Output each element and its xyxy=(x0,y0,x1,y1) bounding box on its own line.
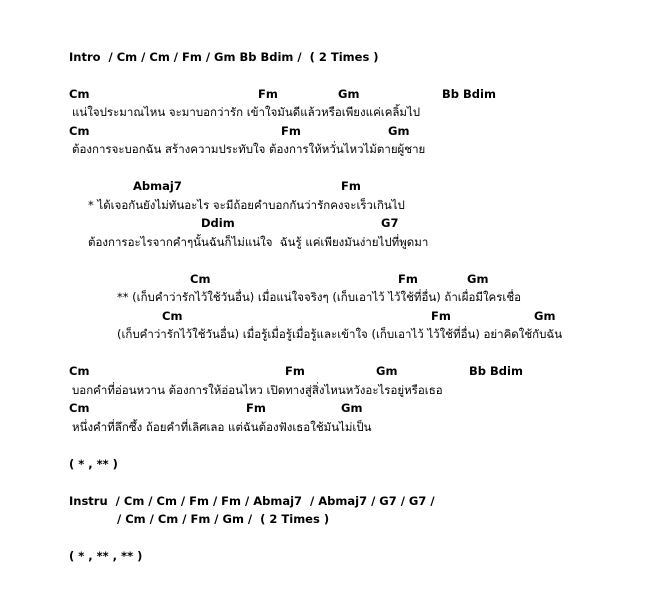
chord: Fm xyxy=(281,124,301,138)
chord: Fm xyxy=(246,401,266,415)
lyric-line: ต้องการอะไรจากคำๆนั้นฉันก็ไม่แน่ใจ ฉันรู้ แค่เพียงมันง่ายไปที่พูดมา xyxy=(88,235,429,249)
chord: Cm xyxy=(190,272,211,286)
chord: Gm xyxy=(376,364,398,378)
chord: Cm xyxy=(69,401,90,415)
chord: Cm xyxy=(162,309,183,323)
repeat-marker: ( * , ** ) xyxy=(69,457,118,471)
chord: Gm xyxy=(338,87,360,101)
chord: Fm xyxy=(398,272,418,286)
lyric-line: แน่ใจประมาณไหน จะมาบอกว่ารัก เข้าใจมันดีแล้วหรือเพียงแค่เคลิ้มไป xyxy=(72,105,421,119)
chord: Fm xyxy=(341,179,361,193)
lyric-line: * ได้เจอกันยังไม่ทันอะไร จะมีถ้อยคำบอกกันว่ารักคงจะเร็วเกินไป xyxy=(88,198,405,212)
chord: Gm xyxy=(534,309,556,323)
chord: Cm xyxy=(69,124,90,138)
chord: Fm xyxy=(258,87,278,101)
instrumental-line: / Cm / Cm / Fm / Gm / ( 2 Times ) xyxy=(117,512,330,526)
repeat-marker: ( * , ** , ** ) xyxy=(69,549,143,563)
intro-line: Intro / Cm / Cm / Fm / Gm Bb Bdim / ( 2 Times ) xyxy=(69,50,379,64)
chord: Gm xyxy=(467,272,489,286)
chord: Fm xyxy=(431,309,451,323)
lyric-line: ** (เก็บคำว่ารักไว้ใช้วันอื่น) เมื่อแน่ใจจริงๆ (เก็บเอาไว้ ไว้ใช้ที่อื่น) ถ้าเผื่อมีใครเชื่อ xyxy=(117,290,522,304)
chord: Cm xyxy=(69,364,90,378)
chord: Gm xyxy=(341,401,363,415)
chord: Fm xyxy=(285,364,305,378)
chord: G7 xyxy=(381,216,399,230)
chord: Ddim xyxy=(201,216,235,230)
chord: Bb Bdim xyxy=(442,87,496,101)
instrumental-line: Instru / Cm / Cm / Fm / Fm / Abmaj7 / Abmaj7 / G7 / G7 / xyxy=(69,494,435,508)
chord: Cm xyxy=(69,87,90,101)
lyric-line: บอกคำที่อ่อนหวาน ต้องการให้อ่อนไหว เปิดทางสู่สิ่งไหนหวังอะไรอยู่หรือเธอ xyxy=(72,383,443,397)
lyric-line: (เก็บคำว่ารักไว้ใช้วันอื่น) เมื่อรู้เมื่อรู้เมื่อรู้และเข้าใจ (เก็บเอาไว้ ไว้ใช้ที่อื่น) อย่าคิดใช้กับฉัน xyxy=(117,327,563,341)
chord: Gm xyxy=(388,124,410,138)
chord: Bb Bdim xyxy=(469,364,523,378)
lyric-line: ต้องการจะบอกฉัน สร้างความประทับใจ ต้องการให้หวั่นไหวไม้ตายผู้ชาย xyxy=(72,142,426,156)
chord: Abmaj7 xyxy=(133,179,182,193)
lyric-line: หนึ่งคำที่ลึกซึ้ง ถ้อยคำที่เลิศเลอ แต่ฉันต้องฟังเธอใช้มันไม่เป็น xyxy=(72,420,372,434)
